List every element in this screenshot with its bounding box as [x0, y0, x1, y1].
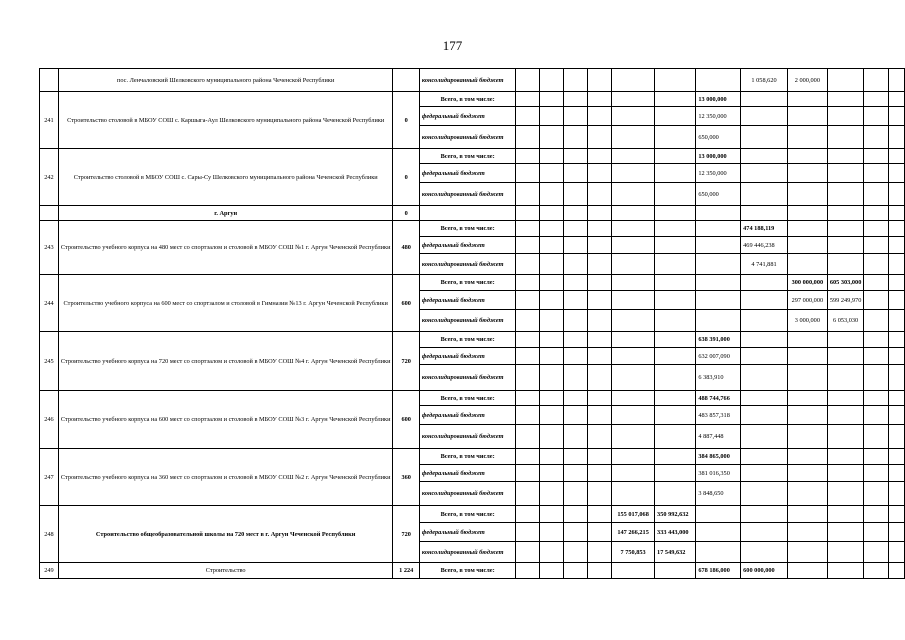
- object-name: Строительство учебного корпуса на 720 мест со спортзалом и столовой в МБОУ СОШ №4 г. Аргун Чеченской Республики: [58, 332, 393, 391]
- cell-value: 384 865,000: [696, 449, 741, 465]
- cell-value: 4 741,881: [741, 254, 788, 275]
- cell-value: 12 350,000: [696, 107, 741, 126]
- consolidated-budget-label: консолидированный бюджет: [419, 425, 515, 449]
- consolidated-budget-label: консолидированный бюджет: [419, 254, 515, 275]
- capacity: 720: [393, 506, 419, 563]
- cell-value: 632 007,090: [696, 348, 741, 365]
- row-number: 249: [40, 563, 59, 579]
- table-row: [40, 92, 905, 107]
- federal-budget-label: федеральный бюджет: [419, 406, 515, 425]
- cell-value: 650,000: [696, 126, 741, 149]
- total-label: Всего, в том числе:: [419, 506, 515, 523]
- capacity: 1 224: [393, 563, 419, 579]
- federal-budget-label: федеральный бюджет: [419, 291, 515, 310]
- object-name: Строительство столовой в МБОУ СОШ с. Сары-Су Шелковского муниципального района Чеченской Республики: [58, 149, 393, 206]
- total-label: Всего, в том числе:: [419, 449, 515, 465]
- cell-value: 297 000,000: [787, 291, 827, 310]
- object-name: Строительство: [58, 563, 393, 579]
- object-name: Строительство учебного корпуса на 600 мест со спортзалом и столовой в Гимназии №13 г. Аргун Чеченской Республики: [58, 275, 393, 332]
- federal-budget-label: федеральный бюджет: [419, 107, 515, 126]
- federal-budget-label: федеральный бюджет: [419, 348, 515, 365]
- total-label: Всего, в том числе:: [419, 275, 515, 291]
- total-label: Всего, в том числе:: [419, 332, 515, 348]
- total-label: Всего, в том числе:: [419, 563, 515, 579]
- table-row: [40, 506, 905, 523]
- total-label: Всего, в том числе:: [419, 221, 515, 237]
- consolidated-budget-label: консолидированный бюджет: [419, 126, 515, 149]
- cell-value: 4 887,448: [696, 425, 741, 449]
- federal-budget-label: федеральный бюджет: [419, 164, 515, 183]
- object-name: Строительство учебного корпуса на 360 мест со спортзалом и столовой в МБОУ СОШ №2 г. Аргун Чеченской Республики: [58, 449, 393, 506]
- cell-value: 147 266,215: [612, 523, 655, 542]
- table-row: [40, 563, 905, 579]
- object-name: Строительство общеобразовательной школы на 720 мест в г. Аргун Чеченской Республики: [58, 506, 393, 563]
- consolidated-budget-label: консолидированный бюджет: [419, 542, 515, 563]
- object-name: Строительство учебного корпуса на 600 мест со спортзалом и столовой в МБОУ СОШ №3 г. Аргун Чеченской Республики: [58, 391, 393, 449]
- row-number: 248: [40, 506, 59, 563]
- federal-budget-label: федеральный бюджет: [419, 465, 515, 482]
- cell-value: 350 992,632: [655, 506, 696, 523]
- total-label: Всего, в том числе:: [419, 149, 515, 164]
- row-number: 245: [40, 332, 59, 391]
- cell-value: 300 000,000: [787, 275, 827, 291]
- cell-value: 599 249,970: [827, 291, 863, 310]
- cell-value: 469 446,238: [741, 237, 788, 254]
- table-row: [40, 69, 905, 92]
- cell-value: 650,000: [696, 183, 741, 206]
- row-number: 241: [40, 92, 59, 149]
- cell-value: 13 000,000: [696, 92, 741, 107]
- object-name: пос. Ленчаловский Шелковского муниципального района Чеченской Республики: [58, 69, 393, 92]
- capacity: 480: [393, 221, 419, 275]
- table-row: [40, 332, 905, 348]
- cell-value: 381 016,350: [696, 465, 741, 482]
- cell-value: 155 017,068: [612, 506, 655, 523]
- capacity: 0: [393, 149, 419, 206]
- cell-value: 333 443,000: [655, 523, 696, 542]
- cell-value: 6 383,910: [696, 365, 741, 391]
- cell-value: 474 188,119: [741, 221, 788, 237]
- city-name: г. Аргун: [58, 206, 393, 221]
- cell-value: 605 303,000: [827, 275, 863, 291]
- capacity: 0: [393, 92, 419, 149]
- cell-value: 488 744,766: [696, 391, 741, 406]
- row-number: 243: [40, 221, 59, 275]
- consolidated-budget-label: консолидированный бюджет: [419, 69, 515, 92]
- cell-value: 12 350,000: [696, 164, 741, 183]
- budget-table: [39, 68, 905, 579]
- cell-value: 7 750,853: [612, 542, 655, 563]
- consolidated-budget-label: консолидированный бюджет: [419, 482, 515, 506]
- federal-budget-label: федеральный бюджет: [419, 523, 515, 542]
- total-label: Всего, в том числе:: [419, 92, 515, 107]
- row-number: 247: [40, 449, 59, 506]
- cell-value: 678 186,000: [696, 563, 741, 579]
- table-row: [40, 221, 905, 237]
- cell-value: 483 857,318: [696, 406, 741, 425]
- cell-value: 1 058,620: [741, 69, 788, 92]
- object-name: Строительство столовой в МБОУ СОШ с. Каршыга-Аул Шелковского муниципального района Чеченской Республики: [58, 92, 393, 149]
- table-row: [40, 449, 905, 465]
- table-row: [40, 391, 905, 406]
- row-number: 246: [40, 391, 59, 449]
- capacity: 0: [393, 206, 419, 221]
- cell-value: 17 549,632: [655, 542, 696, 563]
- row-number: 244: [40, 275, 59, 332]
- page-number: 177: [442, 38, 463, 53]
- consolidated-budget-label: консолидированный бюджет: [419, 310, 515, 332]
- cell-value: 13 000,000: [696, 149, 741, 164]
- table-row: [40, 149, 905, 164]
- cell-value: 3 848,650: [696, 482, 741, 506]
- federal-budget-label: федеральный бюджет: [419, 237, 515, 254]
- consolidated-budget-label: консолидированный бюджет: [419, 365, 515, 391]
- cell-value: 638 391,000: [696, 332, 741, 348]
- capacity: 600: [393, 275, 419, 332]
- capacity: 360: [393, 449, 419, 506]
- table-row: [40, 275, 905, 291]
- capacity: 720: [393, 332, 419, 391]
- cell-value: 3 000,000: [787, 310, 827, 332]
- cell-value: 600 000,000: [741, 563, 788, 579]
- table-row: [40, 206, 905, 221]
- capacity: 600: [393, 391, 419, 449]
- object-name: Строительство учебного корпуса на 480 мест со спортзалом и столовой в МБОУ СОШ №1 г. Аргун Чеченской Республики: [58, 221, 393, 275]
- consolidated-budget-label: консолидированный бюджет: [419, 183, 515, 206]
- row-number: 242: [40, 149, 59, 206]
- total-label: Всего, в том числе:: [419, 391, 515, 406]
- cell-value: 6 053,030: [827, 310, 863, 332]
- cell-value: 2 000,000: [787, 69, 827, 92]
